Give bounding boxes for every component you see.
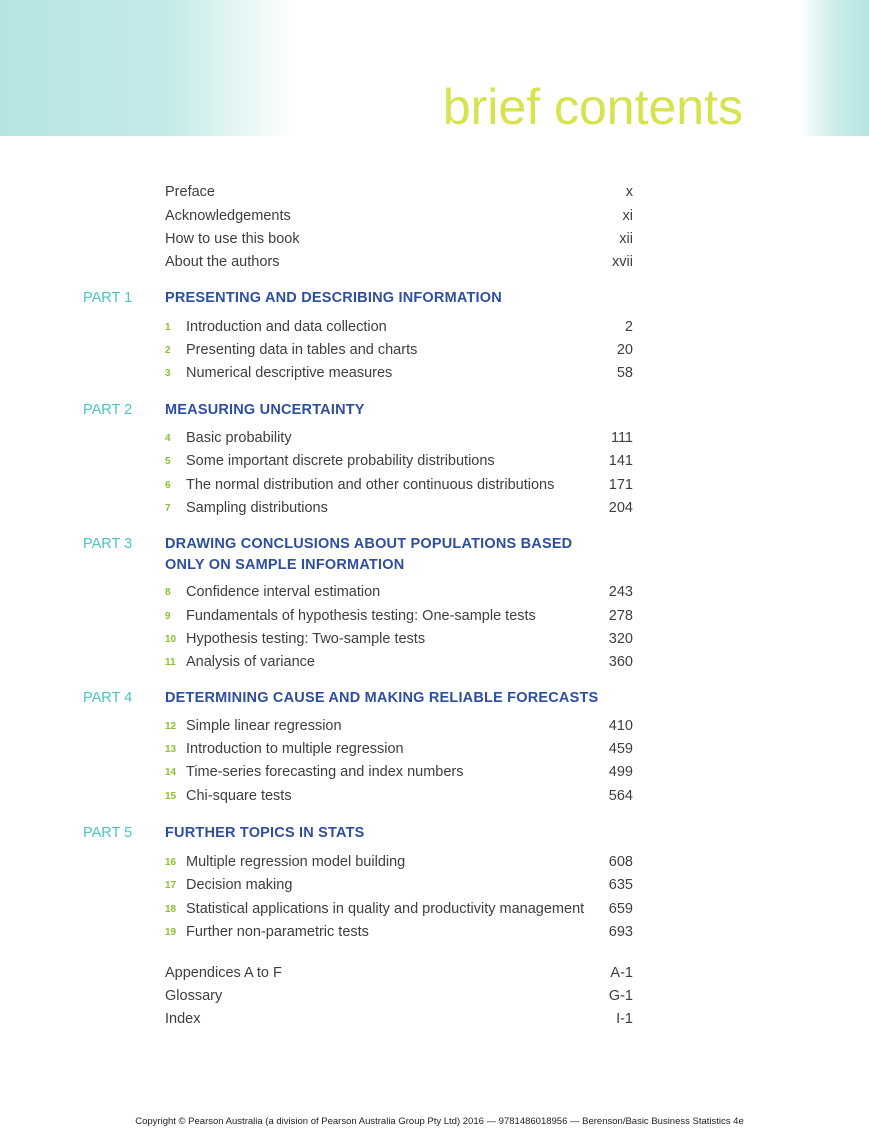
chapter-number: 4 bbox=[165, 433, 171, 444]
chapter-title: Statistical applications in quality and productivity management bbox=[186, 901, 585, 917]
toc-entry-glossary[interactable] bbox=[165, 986, 633, 1006]
chapter-row[interactable] bbox=[165, 451, 633, 471]
toc-entry-how-to-use[interactable] bbox=[165, 229, 633, 249]
entry-page: I-1 bbox=[616, 1011, 633, 1027]
chapter-row[interactable] bbox=[165, 428, 633, 448]
chapter-page: 659 bbox=[608, 901, 633, 917]
part-title-line: ONLY ON SAMPLE INFORMATION bbox=[165, 557, 405, 573]
chapter-page: 693 bbox=[608, 924, 633, 940]
entry-title: About the authors bbox=[165, 254, 280, 270]
chapter-title: Some important discrete probability distributions bbox=[186, 453, 495, 469]
chapter-page: 499 bbox=[608, 764, 633, 780]
chapter-row[interactable] bbox=[165, 922, 633, 942]
chapter-number: 10 bbox=[165, 634, 177, 645]
chapter-number: 8 bbox=[165, 587, 171, 598]
chapter-page: 608 bbox=[608, 854, 633, 870]
chapter-title: Time-series forecasting and index numbers bbox=[186, 764, 464, 780]
chapter-row[interactable] bbox=[165, 582, 633, 602]
chapter-row[interactable] bbox=[165, 340, 633, 360]
part-title[interactable]: FURTHER TOPICS IN STATS bbox=[165, 825, 365, 841]
chapter-row[interactable] bbox=[165, 852, 633, 872]
chapter-page: 278 bbox=[608, 608, 633, 624]
entry-page: xi bbox=[622, 208, 633, 224]
chapter-title: Introduction to multiple regression bbox=[186, 741, 404, 757]
chapter-row[interactable] bbox=[165, 716, 633, 736]
chapter-number: 5 bbox=[165, 456, 171, 467]
page-title: brief contents bbox=[442, 79, 743, 135]
chapter-row[interactable] bbox=[165, 875, 633, 895]
part-label: PART 1 bbox=[83, 290, 133, 306]
chapter-number: 17 bbox=[165, 880, 177, 891]
chapter-title: Hypothesis testing: Two-sample tests bbox=[186, 631, 426, 647]
chapter-page: 564 bbox=[608, 788, 633, 804]
entry-page: A-1 bbox=[610, 965, 633, 981]
chapter-row[interactable] bbox=[165, 475, 633, 495]
chapter-number: 14 bbox=[165, 767, 177, 778]
chapter-number: 7 bbox=[165, 503, 171, 514]
chapter-number: 19 bbox=[165, 927, 177, 938]
chapter-title: Introduction and data collection bbox=[186, 319, 387, 335]
chapter-number: 12 bbox=[165, 721, 177, 732]
entry-title: How to use this book bbox=[165, 231, 300, 247]
chapter-title: Simple linear regression bbox=[186, 718, 342, 734]
entry-page: xvii bbox=[612, 254, 633, 270]
chapter-number: 18 bbox=[165, 904, 177, 915]
header-band-right bbox=[799, 0, 869, 136]
chapter-page: 20 bbox=[616, 342, 633, 358]
chapter-number: 13 bbox=[165, 744, 177, 755]
chapter-number: 6 bbox=[165, 480, 171, 491]
chapter-title: Chi-square tests bbox=[186, 788, 292, 804]
part-label: PART 3 bbox=[83, 536, 133, 552]
chapter-row[interactable] bbox=[165, 498, 633, 518]
chapter-number: 9 bbox=[165, 611, 171, 622]
chapter-row[interactable] bbox=[165, 899, 633, 919]
part-title-line: DRAWING CONCLUSIONS ABOUT POPULATIONS BASED bbox=[165, 536, 573, 552]
chapter-page: 635 bbox=[608, 877, 633, 893]
chapter-page: 320 bbox=[608, 631, 633, 647]
chapter-page: 410 bbox=[608, 718, 633, 734]
part-label: PART 4 bbox=[83, 690, 133, 706]
entry-title: Glossary bbox=[165, 988, 223, 1004]
entry-title: Index bbox=[165, 1011, 201, 1027]
chapter-page: 243 bbox=[608, 584, 633, 600]
chapter-row[interactable] bbox=[165, 606, 633, 626]
chapter-title: Basic probability bbox=[186, 430, 292, 446]
part-title[interactable] bbox=[165, 534, 635, 576]
chapter-page: 141 bbox=[608, 453, 633, 469]
chapter-page: 58 bbox=[616, 365, 633, 381]
entry-page: xii bbox=[619, 231, 633, 247]
toc-entry-index[interactable] bbox=[165, 1009, 633, 1029]
chapter-number: 15 bbox=[165, 791, 177, 802]
chapter-title: Presenting data in tables and charts bbox=[186, 342, 418, 358]
toc-entry-appendices[interactable] bbox=[165, 963, 633, 983]
part-title[interactable]: DETERMINING CAUSE AND MAKING RELIABLE FORECASTS bbox=[165, 690, 599, 706]
chapter-number: 2 bbox=[165, 345, 171, 356]
toc-entry-acknowledgements[interactable] bbox=[165, 206, 633, 226]
chapter-title: Analysis of variance bbox=[186, 654, 315, 670]
copyright-footer: Copyright © Pearson Australia (a division of Pearson Australia Group Pty Ltd) 2016 — 9781486018956 — Berenson/Basic Business Statistics 4e bbox=[135, 1116, 744, 1127]
chapter-title: Decision making bbox=[186, 877, 293, 893]
chapter-page: 171 bbox=[608, 477, 633, 493]
toc-entry-preface[interactable] bbox=[165, 182, 633, 202]
chapter-page: 459 bbox=[608, 741, 633, 757]
chapter-row[interactable] bbox=[165, 739, 633, 759]
chapter-title: Sampling distributions bbox=[186, 500, 328, 516]
chapter-row[interactable] bbox=[165, 652, 633, 672]
chapter-title: Further non-parametric tests bbox=[186, 924, 369, 940]
chapter-page: 360 bbox=[608, 654, 633, 670]
chapter-number: 1 bbox=[165, 322, 171, 333]
entry-title: Acknowledgements bbox=[165, 208, 291, 224]
entry-title: Appendices A to F bbox=[165, 965, 282, 981]
chapter-title: Fundamentals of hypothesis testing: One-sample tests bbox=[186, 608, 536, 624]
entry-title: Preface bbox=[165, 184, 215, 200]
chapter-number: 16 bbox=[165, 857, 177, 868]
part-label: PART 2 bbox=[83, 402, 133, 418]
toc-entry-about-authors[interactable] bbox=[165, 252, 633, 272]
entry-page: x bbox=[625, 184, 633, 200]
part-label: PART 5 bbox=[83, 825, 133, 841]
chapter-row[interactable] bbox=[165, 786, 633, 806]
chapter-row[interactable] bbox=[165, 317, 633, 337]
chapter-number: 3 bbox=[165, 368, 171, 379]
chapter-row[interactable] bbox=[165, 762, 633, 782]
chapter-page: 204 bbox=[608, 500, 633, 516]
chapter-title: Confidence interval estimation bbox=[186, 584, 381, 600]
part-title[interactable]: PRESENTING AND DESCRIBING INFORMATION bbox=[165, 290, 502, 306]
part-title[interactable]: MEASURING UNCERTAINTY bbox=[165, 402, 365, 418]
header-band-left bbox=[0, 0, 300, 136]
chapter-page: 2 bbox=[624, 319, 633, 335]
chapter-row[interactable] bbox=[165, 363, 633, 383]
chapter-title: The normal distribution and other continuous distributions bbox=[186, 477, 555, 493]
chapter-number: 11 bbox=[165, 657, 176, 668]
entry-page: G-1 bbox=[608, 988, 633, 1004]
chapter-title: Multiple regression model building bbox=[186, 854, 406, 870]
chapter-title: Numerical descriptive measures bbox=[186, 365, 393, 381]
chapter-page: 111 bbox=[610, 430, 633, 446]
chapter-row[interactable] bbox=[165, 629, 633, 649]
